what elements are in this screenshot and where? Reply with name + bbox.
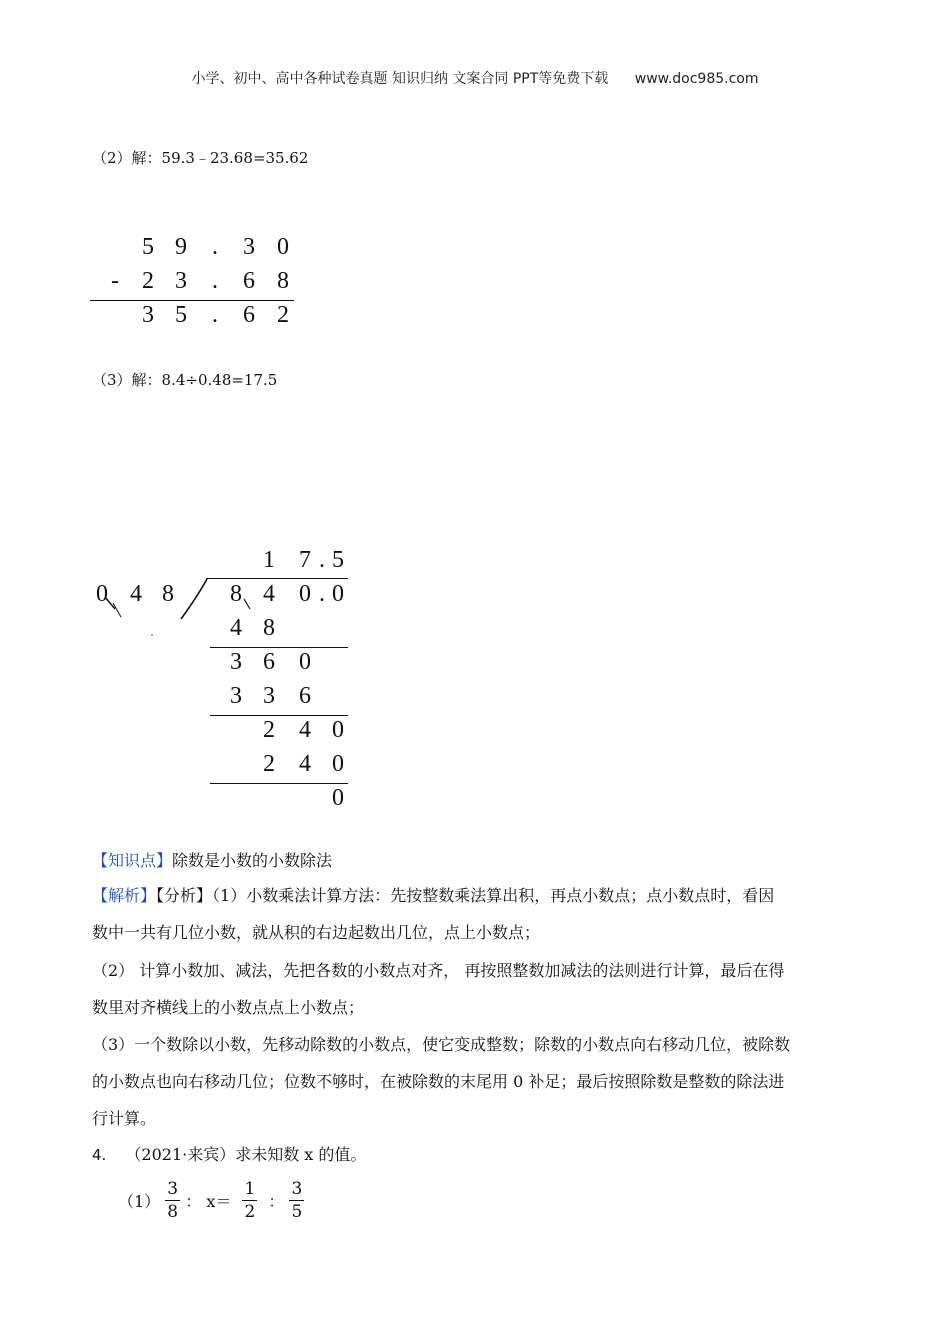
digit: 0 (299, 581, 311, 607)
header-text: 小学、初中、高中各种试卷真题 知识归纳 文案合同 PPT等免费下载 (191, 71, 609, 87)
knowledge-tag: 【知识点】 (92, 851, 173, 870)
digit: . (212, 234, 218, 260)
minus-sign: - (111, 268, 119, 294)
digit: 0 (96, 581, 108, 607)
digit: 6 (243, 268, 255, 294)
digit: 6 (243, 302, 255, 328)
fraction (242, 1180, 257, 1221)
digit: 8 (277, 268, 289, 294)
digit: . (319, 547, 325, 573)
digit: 4 (230, 615, 242, 641)
page-header (0, 68, 950, 88)
digit: . (212, 302, 218, 328)
q4-sub1 (118, 1180, 304, 1221)
digit: 4 (299, 751, 311, 777)
digit: 8 (162, 581, 174, 607)
digit: . (319, 581, 325, 607)
digit: 0 (332, 785, 344, 811)
numerator: 1 (244, 1179, 256, 1199)
analysis-text: （1）小数乘法计算方法：先按整数乘法算出积，再点小数点；点小数点时，看因 (212, 886, 775, 905)
long-division (85, 545, 360, 820)
division-bar (206, 578, 348, 579)
digit: 2 (263, 751, 275, 777)
analysis-tag: 【解析】 (92, 886, 157, 905)
header-site-link[interactable]: www.doc985.com (634, 71, 759, 87)
numerator: 3 (291, 1179, 303, 1199)
divider-line (90, 300, 294, 301)
digit: 9 (175, 234, 187, 260)
question-number: 4. (92, 1146, 107, 1164)
denominator: 5 (291, 1202, 303, 1222)
subtraction-vertical (90, 232, 300, 337)
digit: 0 (332, 751, 344, 777)
q4-header (92, 1136, 366, 1174)
question-source: （2021·来宾） (125, 1145, 236, 1164)
digit: 0 (277, 234, 289, 260)
digit: . (212, 268, 218, 294)
digit: 4 (263, 581, 275, 607)
sub-label: （1） (118, 1192, 161, 1211)
digit: 3 (243, 234, 255, 260)
ratio-colon: ： (185, 1192, 202, 1211)
analysis-text: 数中一共有几位小数，就从积的右边起数出几位，点上小数点； (92, 923, 541, 942)
unknown-x: x＝ (206, 1192, 232, 1211)
knowledge-point (92, 842, 332, 880)
digit: 8 (230, 581, 242, 607)
denominator: 2 (244, 1202, 256, 1222)
ratio-colon: ： (268, 1192, 285, 1211)
q3-label: （3）解：8.4÷0.48=17.5 (92, 371, 278, 389)
analysis-line-1 (92, 877, 774, 915)
knowledge-text: 除数是小数的小数除法 (172, 851, 333, 870)
digit: 2 (263, 717, 275, 743)
numerator: 3 (167, 1179, 179, 1199)
digit: 7 (299, 547, 311, 573)
digit: 0 (332, 717, 344, 743)
analysis-text: 数里对齐横线上的小数点点上小数点； (92, 998, 365, 1017)
analysis-text: 的小数点也向右移动几位；位数不够时，在被除数的末尾用 0 补足；最后按照除数是整数的除法进 (92, 1072, 785, 1091)
digit: 4 (130, 581, 142, 607)
divider-line (210, 783, 348, 784)
digit: 1 (263, 547, 275, 573)
digit: 5 (175, 302, 187, 328)
divider-line (210, 647, 348, 648)
fraction (165, 1180, 180, 1221)
analysis-text: （3）一个数除以小数，先移动除数的小数点，使它变成整数；除数的小数点向右移动几位，被除数 (92, 1035, 791, 1054)
digit: 3 (142, 302, 154, 328)
digit: 5 (142, 234, 154, 260)
analysis-subtag: 【分析】 (156, 886, 213, 905)
q2-label: （2）解：59.3﹣23.68=35.62 (92, 149, 309, 167)
digit: 8 (263, 615, 275, 641)
digit: 3 (263, 683, 275, 709)
digit: 3 (230, 649, 242, 675)
denominator: 8 (167, 1202, 179, 1222)
digit: 5 (332, 547, 344, 573)
analysis-text: 行计算。 (92, 1109, 157, 1128)
divider-line (210, 715, 348, 716)
digit: 3 (175, 268, 187, 294)
digit: 3 (230, 683, 242, 709)
question-prompt: 求未知数 x 的值。 (235, 1145, 367, 1164)
digit: 2 (277, 302, 289, 328)
division-bracket-icon (85, 575, 215, 645)
digit: 0 (299, 649, 311, 675)
digit: 2 (142, 268, 154, 294)
digit: 6 (263, 649, 275, 675)
digit: 6 (299, 683, 311, 709)
analysis-text: （2） 计算小数加、减法，先把各数的小数点对齐， 再按照整数加减法的法则进行计算，最后在得 (92, 961, 785, 980)
fraction (289, 1180, 304, 1221)
digit: 4 (299, 717, 311, 743)
digit: 0 (332, 581, 344, 607)
